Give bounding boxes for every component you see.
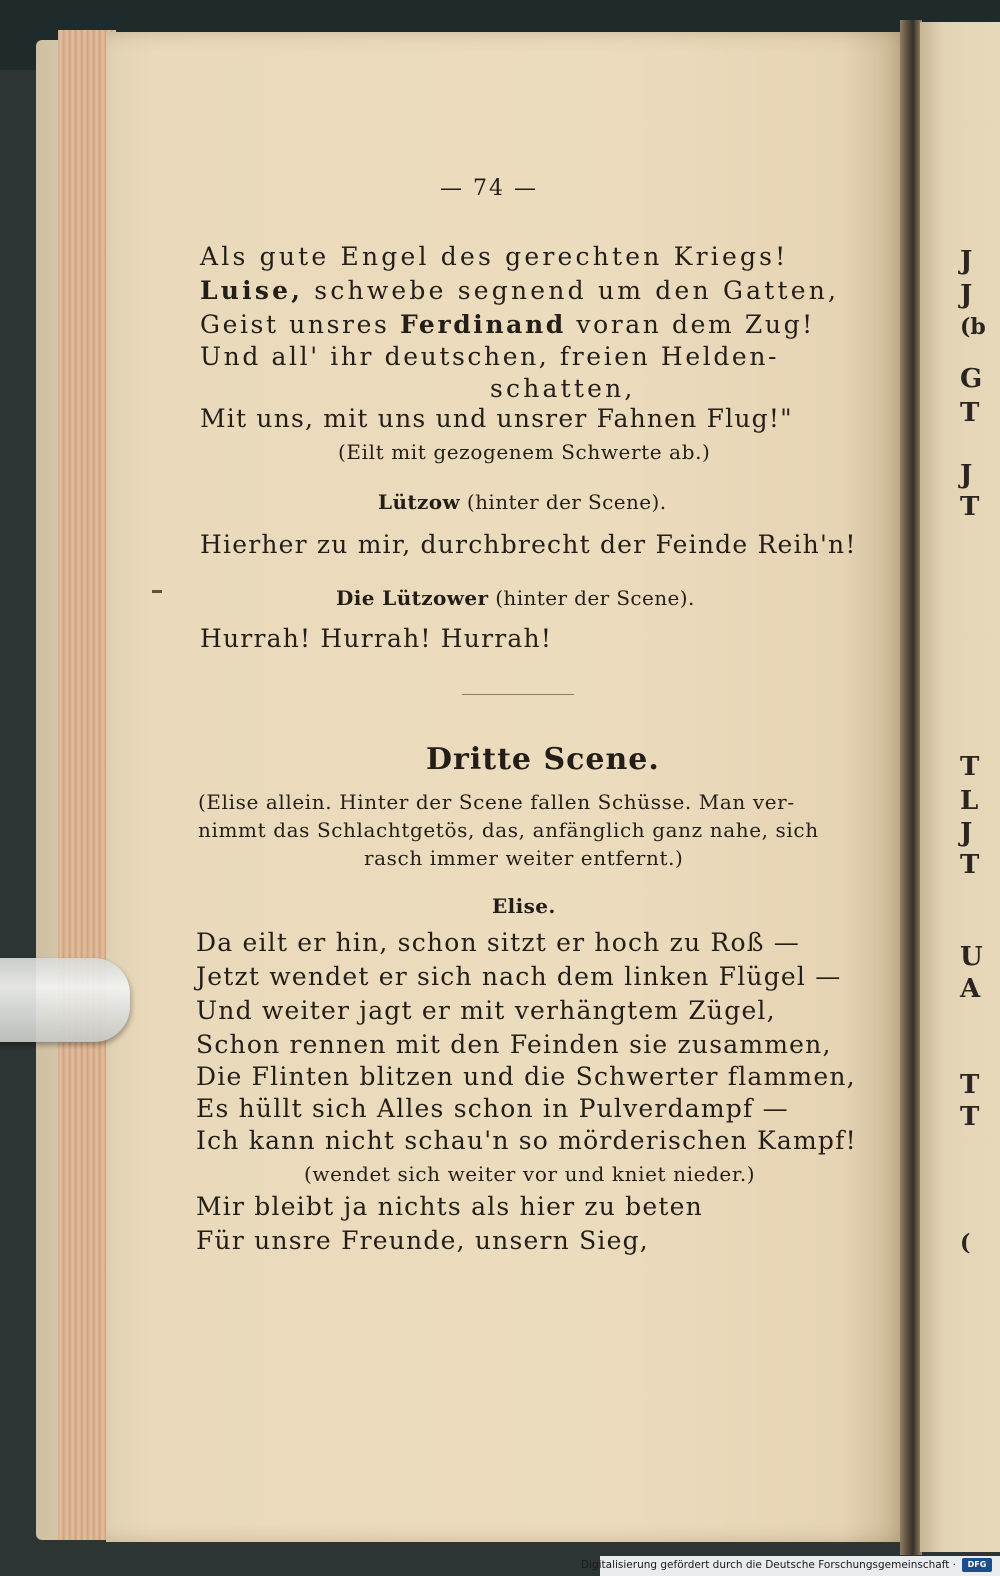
dialogue-line: Hierher zu mir, durchbrecht der Feinde Reih'n!	[200, 530, 857, 559]
verse-line: Die Flinten blitzen und die Schwerter flammen,	[196, 1062, 856, 1091]
verse-line: Und all' ihr deutschen, freien Helden-	[200, 342, 780, 371]
stage-direction: (wendet sich weiter vor und kniet nieder.)	[304, 1162, 756, 1186]
facing-page-letter: T	[960, 492, 980, 522]
verse-line	[200, 276, 839, 305]
verse-text: voran dem Zug!	[576, 310, 815, 339]
verse-line: Und weiter jagt er mit verhängtem Zügel,	[196, 996, 776, 1025]
facing-page-letter: T	[960, 1070, 980, 1100]
character-name: Ferdinand	[399, 310, 566, 339]
facing-page-letter: G	[960, 364, 983, 394]
verse-line: Für unsre Freunde, unsern Sieg,	[196, 1226, 649, 1255]
facing-page-letter: J	[960, 818, 973, 848]
funding-credit: Digitalisierung gefördert durch die Deutsche Forschungsgemeinschaft ·	[580, 1559, 956, 1571]
speaker-note: (hinter der Scene).	[495, 586, 695, 610]
stage-direction: (Eilt mit gezogenem Schwerte ab.)	[338, 440, 711, 464]
facing-page-letter: T	[960, 752, 980, 782]
scene-heading: Dritte Scene.	[426, 742, 660, 777]
speaker-name: Lützow	[378, 490, 461, 514]
verse-line: Es hüllt sich Alles schon in Pulverdampf —	[196, 1094, 789, 1123]
verse-line: Jetzt wendet er sich nach dem linken Flügel —	[196, 962, 842, 991]
verse-line: Schon rennen mit den Feinden sie zusammen,	[196, 1030, 832, 1059]
verse-line: Ich kann nicht schau'n so mörderischen Kampf!	[196, 1126, 857, 1155]
verse-line: Mit uns, mit uns und unsrer Fahnen Flug!"	[200, 404, 793, 433]
character-name: Luise,	[200, 276, 304, 305]
speaker-line	[378, 490, 666, 514]
facing-page-letter: T	[960, 398, 980, 428]
facing-page-letter: J	[960, 460, 973, 490]
facing-page-letter: U	[960, 942, 983, 972]
speaker-note: (hinter der Scene).	[466, 490, 667, 514]
stage-direction: rasch immer weiter entfernt.)	[364, 846, 684, 870]
facing-page-letter: A	[960, 974, 981, 1004]
speaker-name: Elise.	[492, 894, 556, 918]
dialogue-line: Hurrah! Hurrah! Hurrah!	[200, 624, 553, 653]
verse-line: Da eilt er hin, schon sitzt er hoch zu Roß —	[196, 928, 800, 957]
facing-page-letter: T	[960, 850, 980, 880]
verse-line: Mir bleibt ja nichts als hier zu beten	[196, 1192, 703, 1221]
scanner-page-holder	[0, 958, 130, 1042]
verse-line	[200, 310, 815, 339]
facing-page-letter: (	[960, 1230, 971, 1256]
dfg-logo: DFG	[962, 1558, 992, 1572]
facing-page-letter: J	[960, 280, 973, 310]
verse-line: schatten,	[490, 374, 636, 403]
facing-page-letter: (b	[960, 314, 986, 340]
stage-direction: (Elise allein. Hinter der Scene fallen Schüsse. Man ver-	[198, 790, 795, 814]
section-divider	[462, 694, 574, 695]
verse-line: Als gute Engel des gerechten Kriegs!	[200, 242, 789, 271]
verse-text: schwebe segnend um den Gatten,	[314, 276, 840, 305]
book-gutter	[900, 20, 922, 1555]
verse-text: Geist unsres	[200, 310, 390, 339]
print-mark	[152, 590, 162, 593]
facing-page-letter: J	[960, 246, 973, 276]
facing-page-letter: T	[960, 1102, 980, 1132]
stage-direction: nimmt das Schlachtgetös, das, anfänglich ganz nahe, sich	[198, 818, 819, 842]
speaker-name: Die Lützower	[336, 586, 489, 610]
page-number: — 74 —	[440, 176, 538, 201]
speaker-line	[336, 586, 695, 610]
facing-page-letter: L	[960, 786, 979, 816]
